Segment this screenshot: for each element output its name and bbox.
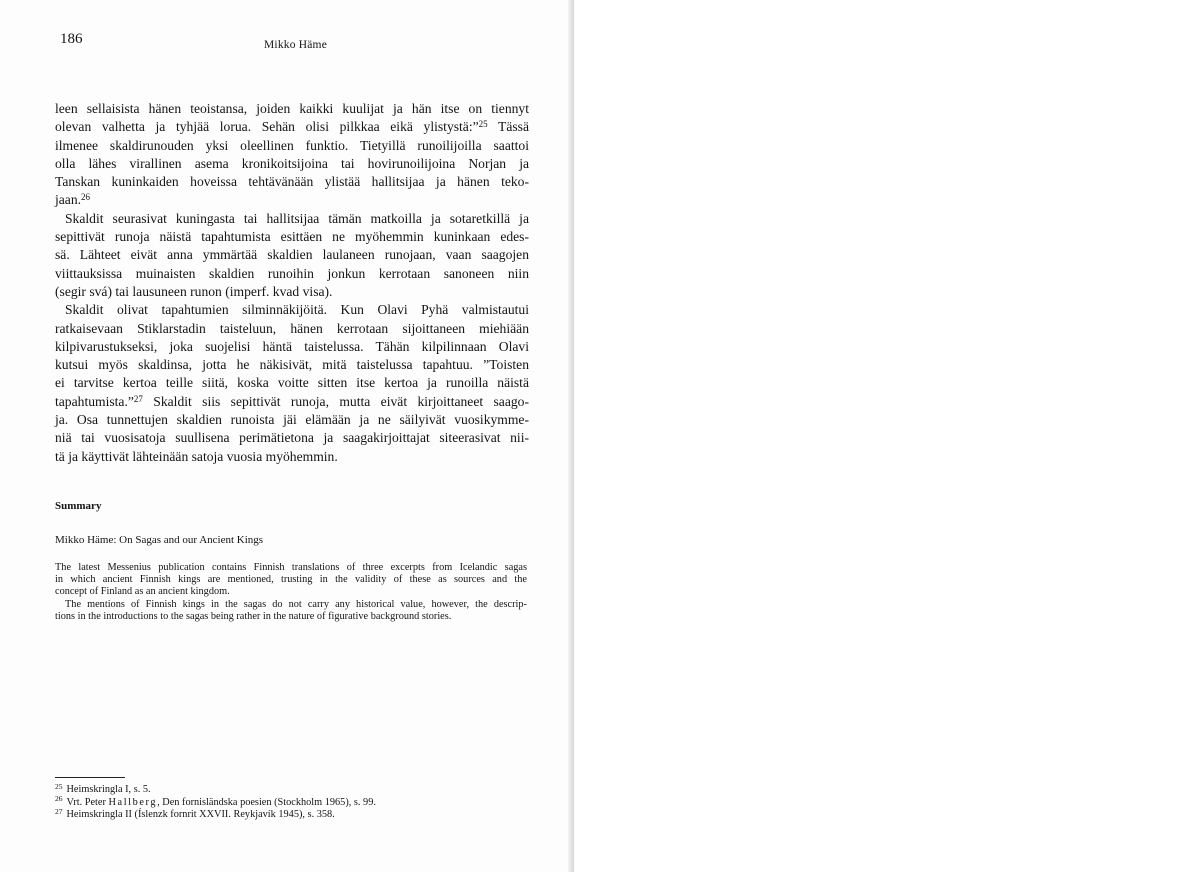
- body-line-17: tapahtumista.”$^{27}$ Skaldit siis sepittivät runoja, mutta eivät kirjoittaneet saago-: [55, 393, 529, 409]
- summary-heading: Summary: [55, 500, 102, 512]
- summary-text: [55, 562, 527, 623]
- footnotes: [55, 781, 376, 822]
- body-line-14: kilpivarustukseksi, joka suojelisi häntä taistelussa. Tähän kilpilinnaan Olavi: [55, 338, 529, 354]
- body-text: [55, 100, 529, 466]
- body-line-7: Skaldit seurasivat kuningasta tai hallitsijaa tämän matkoilla ja sotaretkillä ja: [65, 210, 529, 226]
- footnote-27: $^{27}$ Heimskringla II (Íslenzk fornrit XXVII. Reykjavík 1945), s. 358.: [55, 806, 335, 821]
- footnote-ref-27: 27: [133, 393, 143, 404]
- body-line-9: sä. Lähteet eivät anna ymmärtää skaldien laulaneen runojaan, vaan saagojen: [55, 247, 529, 263]
- footnote-ref-26: 26: [81, 192, 91, 203]
- body-line-8: sepittivät runoja näistä tapahtumista esittäen ne myöhemmin kuninkaan edes-: [55, 229, 529, 245]
- body-line-4: olla lähes virallinen asema kronikoitsijoina tai hovirunoilijoina Norjan ja: [55, 155, 529, 171]
- summary-line-3: concept of Finland as an ancient kingdom.: [55, 586, 230, 598]
- summary-line-5: tions in the introductions to the sagas being rather in the nature of figurative background stories.: [55, 610, 452, 622]
- page-number: 186: [60, 31, 83, 47]
- body-line-18: ja. Osa tunnettujen skaldien runoista jäi elämään ja ne säilyivät vuosikymme-: [55, 412, 529, 428]
- summary-title: Mikko Häme: On Sagas and our Ancient Kings: [55, 534, 264, 546]
- body-line-10: viittauksissa muinaisten skaldien runoihin jonkun kerrotaan sanoneen niin: [55, 265, 529, 281]
- body-line-13: ratkaisevaan Stiklarstadin taisteluun, hänen kerrotaan sijoittaneen miehiään: [55, 320, 529, 336]
- body-line-5: Tanskan kuninkaiden hoveissa tehtävänään ylistää hallitsijaa ja hänen teko-: [55, 174, 529, 190]
- body-line-15: kutsui myös skaldinsa, jotta he näkisivät, mitä taistelussa tapahtuu. ”Toisten: [55, 357, 529, 373]
- footnote-26: $^{26}$ Vrt. Peter Hallberg, Den fornisländska poesien (Stockholm 1965), s. 99.: [55, 794, 376, 808]
- body-line-20: tä ja käyttivät lähteinään satoja vuosia myöhemmin.: [55, 448, 338, 464]
- body-line-6: jaan.$^{26}$: [55, 192, 91, 208]
- body-line-16: ei tarvitse kertoa teille siitä, koska voitte sitten itse kertoa ja runoilla näistä: [55, 375, 529, 391]
- body-line-12: Skaldit olivat tapahtumien silminnäkijöitä. Kun Olavi Pyhä valmistautui: [65, 302, 529, 318]
- book-page-left: [0, 0, 572, 872]
- footnote-ref-25: 25: [478, 119, 488, 130]
- blank-background: [574, 0, 1200, 872]
- body-line-2: olevan valhetta ja tyhjää lorua. Sehän olisi pilkkaa eikä ylistystä:”$^{25}$ Tässä: [55, 119, 529, 135]
- running-head: Mikko Häme: [264, 39, 328, 51]
- body-line-11: (segir svá) tai lausuneen runon (imperf. kvad visa).: [55, 283, 333, 299]
- summary-line-4: The mentions of Finnish kings in the sagas do not carry any historical value, however, the descrip-: [65, 598, 527, 610]
- body-line-1: leen sellaisista hänen teoistansa, joiden kaikki kuulijat ja hän itse on tiennyt: [55, 101, 529, 116]
- body-line-3: ilmenee skaldirunouden yksi oleellinen funktio. Tietyillä runoilijoilla saattoi: [55, 137, 529, 153]
- body-line-19: niä tai vuosisatoja suullisena perimätietona ja saagakirjoittajat siteerasivat nii-: [55, 430, 529, 446]
- summary-line-2: in which ancient Finnish kings are mentioned, trusting in the validity of these as sources and the: [55, 574, 527, 586]
- summary-line-1: The latest Messenius publication contains Finnish translations of three excerpts from Icelandic sagas: [55, 562, 527, 573]
- footnote-25: $^{25}$ Heimskringla I, s. 5.: [55, 781, 151, 795]
- footnote-rule: [55, 777, 125, 778]
